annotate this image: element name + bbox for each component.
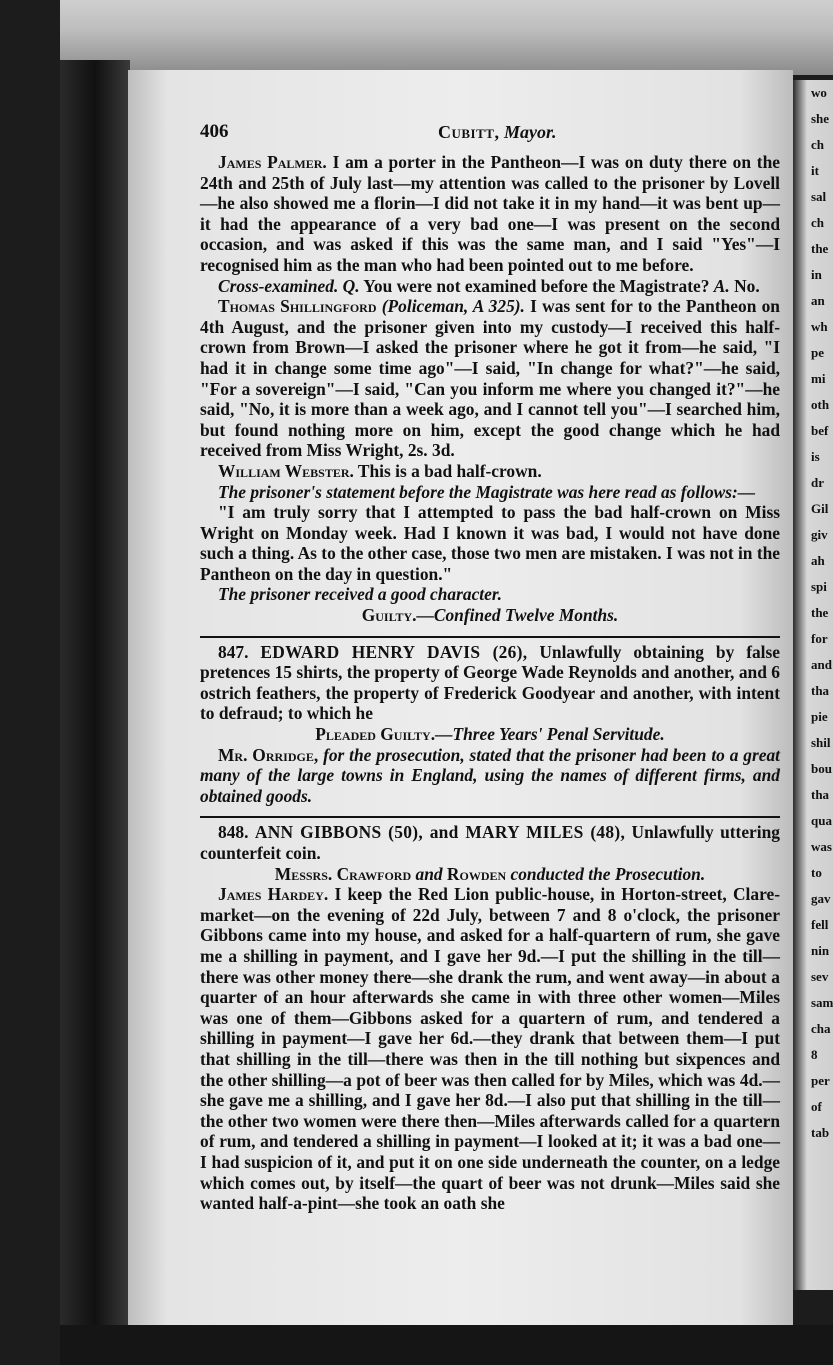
testimony-webster bbox=[200, 461, 780, 482]
defendant-name: EDWARD HENRY DAVIS (26), bbox=[260, 641, 528, 662]
charge-text: Unlawfully uttering counterfeit coin. bbox=[200, 822, 780, 863]
facing-page-fragment: sal bbox=[811, 189, 827, 204]
running-head-title: Mayor. bbox=[503, 122, 557, 142]
facing-page-fragment: cha bbox=[811, 1021, 831, 1036]
sentence: —Confined Twelve Months. bbox=[416, 605, 619, 626]
counsel-name: Messrs. Crawford bbox=[274, 863, 412, 884]
case-number: 848. bbox=[218, 822, 249, 843]
facing-page-fragment: fell bbox=[811, 917, 829, 932]
testimony-hardey bbox=[200, 884, 780, 1214]
facing-page-fragment: ch bbox=[811, 215, 824, 230]
cross-examination bbox=[200, 276, 780, 297]
facing-page-fragment: for bbox=[811, 631, 828, 646]
witness-name: James Palmer. bbox=[218, 152, 327, 172]
facing-page-fragment: Gil bbox=[811, 501, 829, 516]
facing-page-fragment: 8 bbox=[811, 1047, 818, 1062]
facing-page-fragment: ah bbox=[811, 553, 825, 568]
testimony-text: I was sent for to the Pantheon on 4th August, and the prisoner given into my custody—I received this half-crown from Brown—I asked the prisoner where he got it from—he said, "I had it in change some time ago"—I said, "In change for what?"—he said, "For a sovereign"—I said, "Can you inform me where you changed it?"—he said, "No, it is more than a week ago, and I cannot tell you"—I searched him, but found nothing more on him, except the good change which he had received from Miss Wright, 2s. 3d. bbox=[200, 296, 780, 461]
section-divider bbox=[200, 636, 780, 638]
case-848 bbox=[200, 822, 780, 863]
facing-page-fragment: it bbox=[811, 163, 819, 178]
facing-page-fragment: of bbox=[811, 1099, 822, 1114]
facing-page-fragment: oth bbox=[811, 397, 830, 412]
facing-page-fragment: the bbox=[811, 605, 829, 620]
facing-page-fragment: she bbox=[811, 111, 830, 126]
plea-line bbox=[200, 724, 780, 745]
witness-name: James Hardey. bbox=[218, 884, 329, 905]
facing-page-fragment: was bbox=[811, 839, 832, 854]
testimony-text: I am a porter in the Pantheon—I was on duty there on the 24th and 25th of July last—my attention was called to the prisoner by Lovell—he also showed me a florin—I did not take it in my hand—it was bent up—it had the appearance of a very bad one—I was present on the second occasion, and was asked if this was the same man, and I said "Yes"—I recognised him as the man who had been pointed out to me before. bbox=[200, 152, 780, 275]
testimony-text: I keep the Red Lion public-house, in Horton-street, Clare-market—on the evening of 22d July, between 7 and 8 o'clock, the prisoner Gibbons came into my house, and asked for a half-quartern of rum, she gave me a shilling in payment, and I gave her 9d.—I put the shilling in the till—there was other money there—she drank the rum, and went away—in about a quarter of an hour afterwards she came in with three other women—Miles was one of them—Gibbons asked for a quartern of rum, and tendered a shilling in payment—I gave her 6d.—they drank that between them—I put that shilling in the till—there was then in the till nothing but sixpences and the other shilling—a pot of beer was then called for by Miles, which was 4d.—she gave me a shilling, and I gave her 8d.—I also put that shilling in the till—the other two women were there then—Miles afterwards called for a quartern of rum, and tendered a shilling in payment—I looked at it; it was a bad one—I had suspicion of it, and put it on one side underneath the counter, on a ledge which comes out, by itself—the quart of beer was not drunk—Miles said she wanted half-a-pint—she took an oath she bbox=[200, 884, 780, 1214]
testimony-shillingford bbox=[200, 296, 780, 461]
charge-text: Unlawfully obtaining by false pretences 15 shirts, the property of George Wade Reynolds and another, and 6 ostrich feathers, the property of Frederick Goodyear and another, with intent to defraud; to which he bbox=[200, 641, 780, 724]
answer-label: A. bbox=[713, 275, 730, 296]
answer-text: No. bbox=[734, 275, 760, 296]
statement-text: for the prosecution, stated that the prisoner had been to a great many of the large towns in England, using the names of different firms, and obtained goods. bbox=[200, 744, 780, 806]
facing-page-fragment: the bbox=[811, 241, 829, 256]
page-number: 406 bbox=[200, 121, 229, 142]
facing-page-fragment: is bbox=[811, 449, 820, 464]
facing-page-fragment: ch bbox=[811, 137, 824, 152]
facing-page-fragment: tab bbox=[811, 1125, 830, 1140]
facing-page-fragment: nin bbox=[811, 943, 830, 958]
facing-page-fragment: an bbox=[811, 293, 825, 308]
facing-page-fragment: sam bbox=[811, 995, 833, 1010]
facing-page-fragment: tha bbox=[811, 683, 830, 698]
facing-page-fragment: per bbox=[811, 1073, 830, 1088]
facing-page-fragment: spi bbox=[811, 579, 827, 594]
facing-page-fragment: tha bbox=[811, 787, 830, 802]
running-head-name: Cubitt, bbox=[438, 122, 500, 142]
facing-page-fragment: wh bbox=[811, 319, 828, 334]
facing-page-fragment: and bbox=[811, 657, 832, 672]
case-847 bbox=[200, 642, 780, 724]
facing-page-fragment: gav bbox=[811, 891, 831, 906]
defendant-names: ANN GIBBONS (50), and MARY MILES (48), bbox=[254, 822, 626, 843]
facing-page-fragment: in bbox=[811, 267, 822, 282]
counsel-name: Mr. Orridge, bbox=[218, 744, 319, 765]
counsel-name-2: Rowden bbox=[446, 863, 507, 884]
testimony-palmer bbox=[200, 152, 780, 276]
witness-name: Thomas Shillingford bbox=[218, 296, 377, 317]
facing-page-fragment: mi bbox=[811, 371, 826, 386]
facing-page-fragment: wo bbox=[811, 85, 827, 100]
question-label: Q. bbox=[342, 275, 360, 296]
case-number: 847. bbox=[218, 641, 249, 662]
witness-role: (Policeman, A 325). bbox=[381, 296, 525, 317]
plea: Pleaded Guilty. bbox=[315, 724, 436, 745]
verdict-line bbox=[200, 605, 780, 626]
verdict: Guilty. bbox=[361, 605, 417, 626]
facing-page-fragment: to bbox=[811, 865, 822, 880]
facing-page-fragment: qua bbox=[811, 813, 832, 828]
facing-page-fragment: pe bbox=[811, 345, 824, 360]
section-divider bbox=[200, 816, 780, 818]
facing-page-fragment: giv bbox=[811, 527, 828, 542]
book-spine bbox=[60, 60, 130, 1365]
witness-name: William Webster. bbox=[218, 460, 354, 481]
facing-page-fragment: bef bbox=[811, 423, 829, 438]
question-text: You were not examined before the Magistrate? bbox=[363, 275, 710, 296]
page-text bbox=[200, 118, 780, 1214]
top-margin bbox=[60, 0, 833, 75]
running-head bbox=[438, 122, 556, 143]
character-note: The prisoner received a good character. bbox=[218, 584, 503, 605]
page-header bbox=[200, 118, 780, 152]
facing-page-fragment: dr bbox=[811, 475, 824, 490]
cross-label: Cross-examined. bbox=[218, 275, 339, 296]
facing-page-fragment: sev bbox=[811, 969, 829, 984]
sentence: —Three Years' Penal Servitude. bbox=[435, 724, 665, 745]
bottom-edge bbox=[60, 1325, 833, 1365]
counsel-line: Messrs. Crawford and Rowden conducted the Prosecution. bbox=[274, 863, 706, 884]
facing-page-fragment: shil bbox=[811, 735, 831, 750]
prosecution-statement bbox=[200, 745, 780, 807]
prisoner-statement: "I am truly sorry that I attempted to pass the bad half-crown on Miss Wright on Monday week. Had I known it was bad, I would not have done such a thing. As to the other case, those two men are mistaken. I was not in the Pantheon on the day in question." bbox=[200, 502, 781, 584]
testimony-text: This is a bad half-crown. bbox=[357, 460, 542, 481]
statement-intro: The prisoner's statement before the Magistrate was here read as follows:— bbox=[218, 481, 756, 502]
facing-page-fragment: bou bbox=[811, 761, 832, 776]
facing-page-fragment: pie bbox=[811, 709, 828, 724]
facing-page-edge bbox=[793, 80, 833, 1290]
